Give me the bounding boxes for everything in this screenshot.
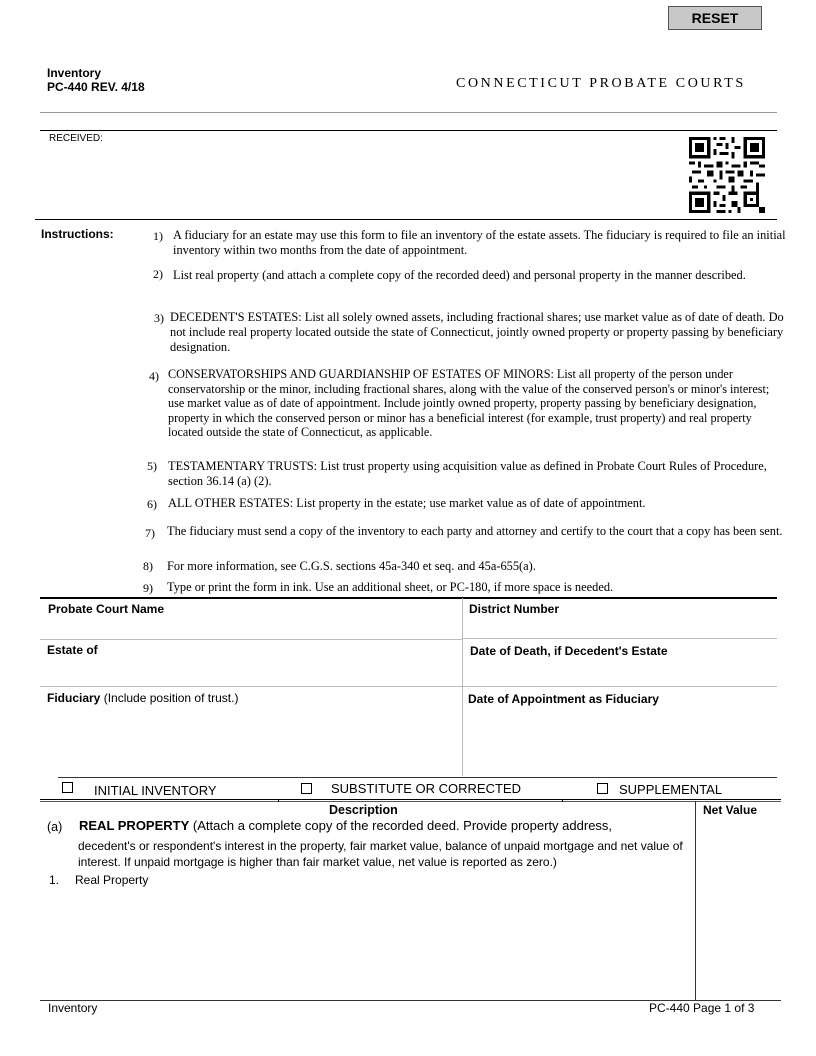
- fields-top-border: [40, 597, 777, 599]
- real-property-description-input[interactable]: [75, 892, 685, 996]
- fiduciary-input[interactable]: [45, 710, 457, 772]
- supplemental-checkbox[interactable]: [597, 783, 608, 794]
- district-number-label: District Number: [469, 602, 560, 616]
- instruction-text: Type or print the form in ink. Use an additional sheet, or PC-180, if more space is needed.: [167, 580, 614, 594]
- table-top-border: [40, 799, 781, 800]
- instruction-text: TESTAMENTARY TRUSTS: List trust property using acquisition value as defined in Probate Court Rules of Procedure, section 36.14 (a) (2).: [168, 459, 767, 488]
- date-of-death-input[interactable]: [466, 660, 772, 684]
- real-property-instructions: decedent's or respondent's interest in the property, fair market value, balance of unpaid mortgage and net value of interest. If unpaid mortgage is higher than fair market value, net value is reported as zero.): [78, 839, 683, 869]
- description-header: Description: [329, 803, 398, 817]
- instruction-text: List real property (and attach a complete copy of the recorded deed) and personal property in the manner described.: [173, 268, 746, 282]
- instruction-text: DECEDENT'S ESTATES: List all solely owned assets, including fractional shares; use market value as of date of death. Do not include real property located outside the state of Connecticut, jointly owned property or property passing by beneficiary designation.: [170, 310, 784, 354]
- court-banner: CONNECTICUT PROBATE COURTS: [456, 76, 746, 91]
- substitute-checkbox[interactable]: [301, 783, 312, 794]
- instruction-text: A fiduciary for an estate may use this form to file an inventory of the estate assets. The fiduciary is required to file an initial inventory within two months from the date of appointment.: [173, 228, 786, 257]
- date-of-death-label: Date of Death, if Decedent's Estate: [470, 644, 668, 658]
- instruction-text: For more information, see C.G.S. sections 45a-340 et seq. and 45a-655(a).: [167, 559, 536, 573]
- instruction-number: 7): [145, 526, 155, 540]
- instruction-number: 4): [149, 369, 159, 383]
- fields-row-divider: [40, 639, 463, 640]
- fields-row-divider: [40, 686, 777, 687]
- section-letter: (a): [47, 820, 63, 834]
- footer-page-number: PC-440 Page 1 of 3: [649, 1001, 755, 1015]
- instruction-number: 1): [153, 229, 163, 243]
- instructions-divider: [35, 219, 777, 220]
- initial-inventory-checkbox[interactable]: [62, 782, 73, 793]
- footer-form-name: Inventory: [48, 1001, 98, 1015]
- date-of-appointment-label: Date of Appointment as Fiduciary: [468, 692, 659, 706]
- instruction-number: 2): [153, 267, 163, 281]
- header-divider: [40, 130, 777, 131]
- real-property-heading: REAL PROPERTY: [79, 818, 190, 833]
- form-title: Inventory: [47, 66, 102, 80]
- net-value-column-divider: [695, 801, 696, 1000]
- instructions-label: Instructions:: [41, 227, 114, 241]
- table-top-border-double: [40, 801, 781, 802]
- instruction-number: 5): [147, 459, 157, 473]
- item-number: 1.: [49, 873, 60, 887]
- fiduciary-label-text: Fiduciary: [47, 691, 101, 705]
- received-label: RECEIVED:: [49, 133, 103, 144]
- estate-of-label: Estate of: [47, 643, 98, 657]
- instruction-number: 9): [143, 581, 153, 595]
- fields-row-divider: [462, 638, 777, 639]
- district-number-input[interactable]: [466, 618, 772, 638]
- real-property-note: (Attach a complete copy of the recorded deed. Provide property address,: [192, 818, 613, 833]
- reset-button[interactable]: RESET: [668, 6, 762, 30]
- form-number: PC-440 REV. 4/18: [47, 80, 145, 94]
- net-value-input[interactable]: [700, 824, 772, 996]
- fields-column-divider: [462, 598, 463, 776]
- instruction-number: 3): [154, 311, 164, 325]
- tick-mark: [562, 799, 563, 802]
- instruction-text: ALL OTHER ESTATES: List property in the estate; use market value as of date of appointment.: [168, 496, 646, 510]
- date-of-appointment-input[interactable]: [466, 710, 772, 772]
- substitute-label: SUBSTITUTE OR CORRECTED: [331, 781, 521, 796]
- probate-court-name-label: Probate Court Name: [48, 602, 165, 616]
- fiduciary-note: (Include position of trust.): [103, 691, 239, 705]
- initial-inventory-label: INITIAL INVENTORY: [94, 783, 217, 798]
- probate-court-name-input[interactable]: [45, 618, 457, 638]
- instruction-number: 6): [147, 497, 157, 511]
- estate-of-input[interactable]: [45, 660, 457, 684]
- instruction-number: 8): [143, 559, 153, 573]
- fiduciary-label: [47, 691, 238, 705]
- tick-mark: [278, 799, 279, 802]
- inventory-type-top-border: [58, 777, 777, 778]
- item-label: Real Property: [75, 873, 149, 887]
- net-value-header: Net Value: [703, 803, 758, 817]
- instruction-text: The fiduciary must send a copy of the inventory to each party and attorney and certify to the court that a copy has been sent.: [167, 524, 783, 538]
- header-divider-light: [40, 112, 777, 113]
- section-title: [79, 818, 639, 833]
- instruction-text: CONSERVATORSHIPS AND GUARDIANSHIP OF ESTATES OF MINORS: List all property of the person under conservatorship or the minor, including fractional shares, along with the value of the conserved person's or minor's interest; use market value as of date of appointment. Include jointly owned property, property passing by beneficiary designation, property in which the conserved person or minor has a beneficial interest (for example, trust property) and real property located outside the state of Connecticut, as applicable.: [168, 367, 770, 440]
- qr-code-icon: [689, 137, 765, 213]
- supplemental-label: SUPPLEMENTAL: [619, 782, 723, 797]
